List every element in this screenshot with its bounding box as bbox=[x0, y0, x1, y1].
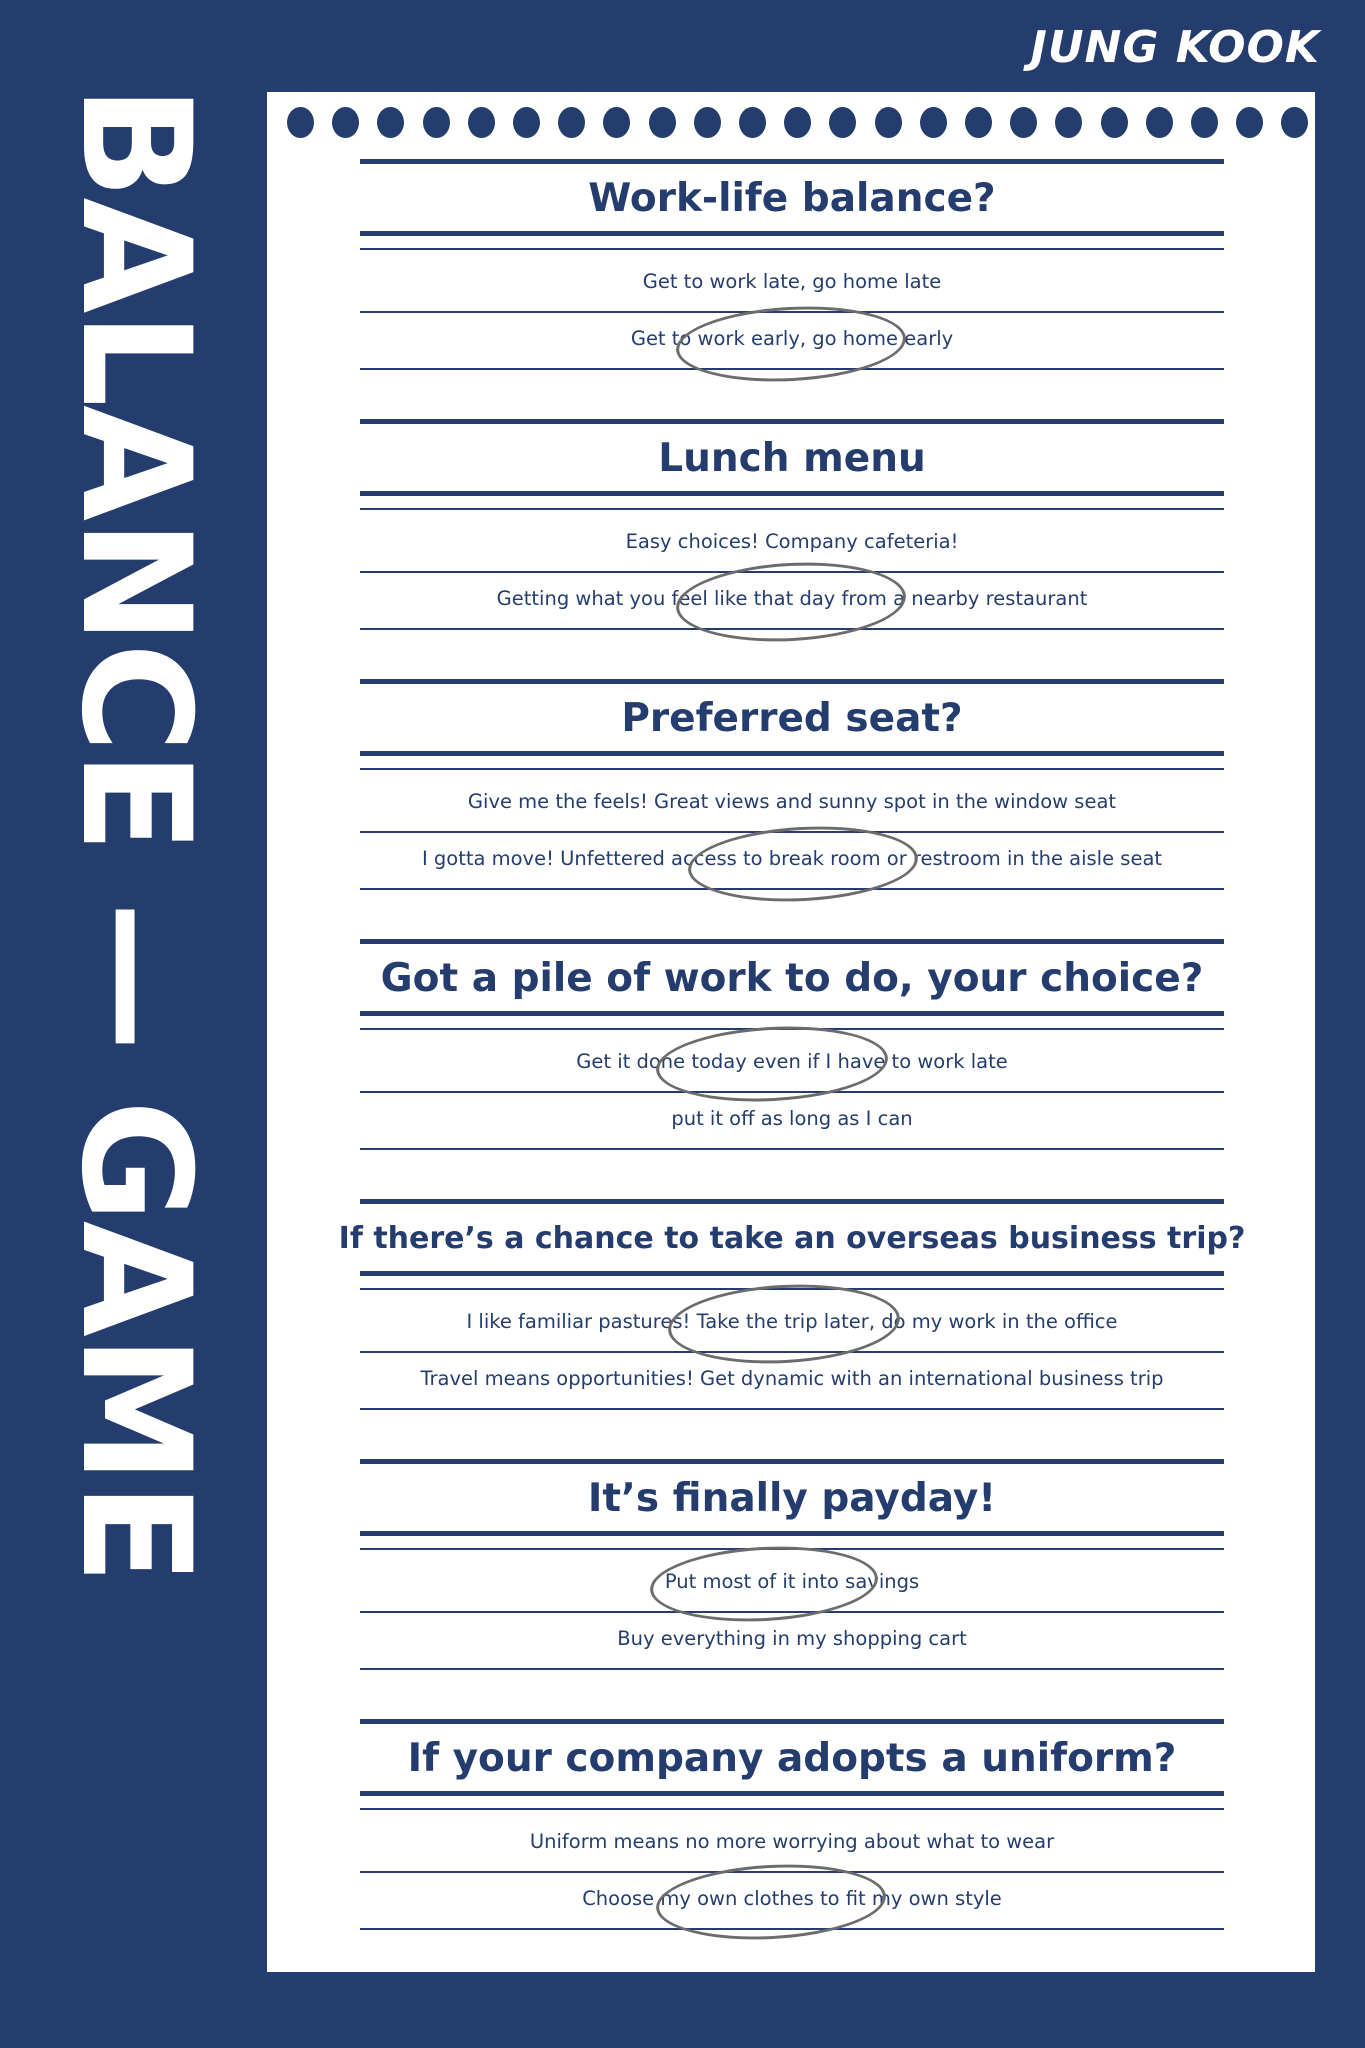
option-2: Getting what you feel like that day from a nearby restaurant bbox=[496, 586, 1088, 610]
binder-hole bbox=[1146, 107, 1173, 138]
binder-hole bbox=[965, 107, 992, 138]
question-section bbox=[360, 1719, 1224, 1931]
binder-hole bbox=[694, 107, 721, 138]
option-1: Get to work late, go home late bbox=[642, 269, 942, 293]
question-section bbox=[360, 419, 1224, 631]
binder-hole bbox=[1010, 107, 1037, 138]
option-1: Uniform means no more worrying about what to wear bbox=[529, 1829, 1055, 1853]
question-section bbox=[360, 939, 1224, 1151]
binder-holes bbox=[267, 92, 1315, 152]
balance-game-title: BALANCE — GAME bbox=[48, 85, 222, 1583]
binder-hole bbox=[603, 107, 630, 138]
binder-hole bbox=[1191, 107, 1218, 138]
binder-hole bbox=[784, 107, 811, 138]
option-2: put it off as long as I can bbox=[671, 1106, 913, 1130]
option-1: Get it done today even if I have to work late bbox=[576, 1049, 1008, 1073]
question-title: If your company adopts a uniform? bbox=[407, 1735, 1177, 1781]
question-title: Preferred seat? bbox=[621, 695, 963, 741]
question-section bbox=[360, 679, 1224, 891]
binder-hole bbox=[1281, 107, 1308, 138]
binder-hole bbox=[513, 107, 540, 138]
option-1: Give me the feels! Great views and sunny spot in the window seat bbox=[467, 789, 1117, 813]
question-section bbox=[360, 1459, 1224, 1671]
binder-hole bbox=[468, 107, 495, 138]
binder-hole bbox=[875, 107, 902, 138]
option-2: Get to work early, go home early bbox=[630, 326, 954, 350]
question-title: Lunch menu bbox=[658, 435, 926, 481]
option-1: I like familiar pastures! Take the trip later, do my work in the office bbox=[466, 1309, 1118, 1333]
binder-hole bbox=[332, 107, 359, 138]
option-2: Buy everything in my shopping cart bbox=[617, 1626, 967, 1650]
binder-hole bbox=[558, 107, 585, 138]
binder-hole bbox=[1101, 107, 1128, 138]
option-1: Easy choices! Company cafeteria! bbox=[625, 529, 959, 553]
binder-hole bbox=[920, 107, 947, 138]
option-2: Travel means opportunities! Get dynamic with an international business trip bbox=[420, 1366, 1164, 1390]
option-2: I gotta move! Unfettered access to break room or restroom in the aisle seat bbox=[421, 846, 1163, 870]
question-title: It’s finally payday! bbox=[587, 1475, 997, 1521]
option-2: Choose my own clothes to fit my own style bbox=[582, 1886, 1002, 1910]
binder-hole bbox=[287, 107, 314, 138]
question-title: Got a pile of work to do, your choice? bbox=[380, 955, 1204, 1001]
question-title: If there’s a chance to take an overseas business trip? bbox=[338, 1220, 1246, 1256]
binder-hole bbox=[739, 107, 766, 138]
binder-hole bbox=[649, 107, 676, 138]
question-title: Work-life balance? bbox=[588, 175, 996, 221]
binder-hole bbox=[1236, 107, 1263, 138]
question-section bbox=[338, 1199, 1246, 1411]
binder-hole bbox=[829, 107, 856, 138]
binder-hole bbox=[423, 107, 450, 138]
member-name: JUNG KOOK bbox=[1030, 22, 1320, 73]
binder-hole bbox=[377, 107, 404, 138]
notepad-sheet bbox=[267, 92, 1315, 1972]
question-section bbox=[360, 159, 1224, 371]
binder-hole bbox=[1055, 107, 1082, 138]
option-1: Put most of it into savings bbox=[664, 1569, 920, 1593]
